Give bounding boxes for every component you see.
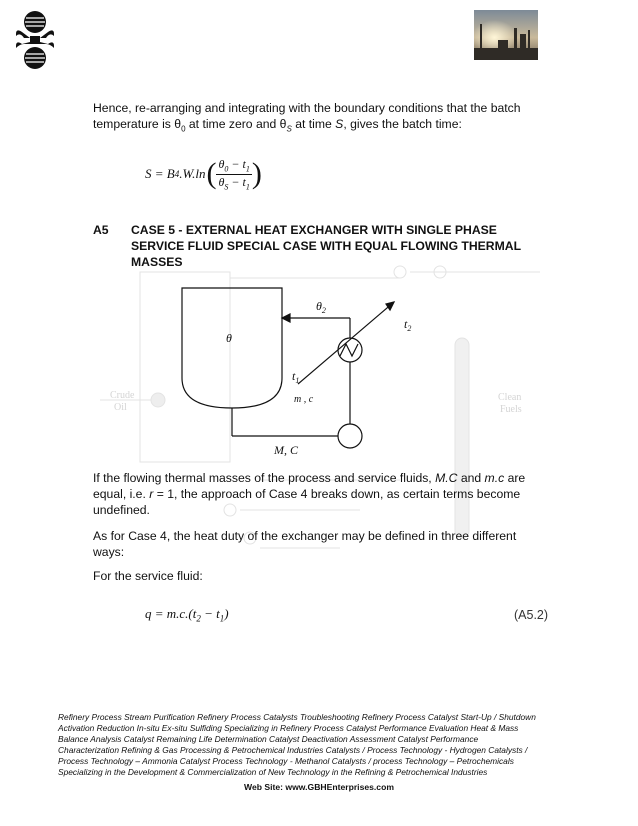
heat-duty-paragraph: As for Case 4, the heat duty of the exchanger may be defined in three different ways: bbox=[93, 529, 517, 559]
intro-line-2: temperature is $\theta_0$ at time zero and $\theta_S$ at time S, gives the batch time: bbox=[93, 117, 462, 134]
watermark-clean: Clean bbox=[498, 392, 522, 403]
watermark-oil: Oil bbox=[114, 402, 127, 413]
heat-exchanger-diagram bbox=[170, 268, 430, 468]
heat-duty-equation: $q = m.c.(t_2 - t_1)$ bbox=[145, 606, 229, 624]
t2-label: $t_2$ bbox=[404, 317, 412, 333]
intro-paragraph bbox=[93, 100, 553, 137]
equal-masses-paragraph: If the flowing thermal masses of the process and service fluids, M.C and m.c are equal, i.e. r = 1, the approach of Case 4 breaks down, as certain terms become undefined. bbox=[93, 471, 526, 517]
batch-time-equation: S = B 4 .W.ln ( $\theta_0 - t_1$ $\theta_S - t_1$ ) bbox=[145, 157, 262, 191]
refinery-photo bbox=[474, 10, 538, 60]
watermark-crude: Crude bbox=[110, 390, 135, 401]
section-number: A5 bbox=[93, 223, 109, 237]
company-logo bbox=[10, 6, 60, 74]
section-title: CASE 5 - EXTERNAL HEAT EXCHANGER WITH SINGLE PHASE SERVICE FLUID SPECIAL CASE WITH EQUAL FLOWING THERMAL MASSES bbox=[131, 223, 522, 269]
service-flow-label: m , c bbox=[294, 394, 314, 405]
t1-label: $t_1$ bbox=[292, 369, 300, 385]
watermark-fuels: Fuels bbox=[500, 404, 522, 415]
process-flow-label: M, C bbox=[274, 443, 298, 457]
vessel-temperature-label: θ bbox=[226, 331, 232, 345]
footer-website: Web Site: www.GBHEnterprises.com bbox=[244, 782, 394, 792]
intro-line-1: Hence, re-arranging and integrating with the boundary conditions that the batch bbox=[93, 101, 521, 115]
theta2-label: $\theta_2$ bbox=[316, 299, 326, 315]
footer-text: Refinery Process Stream Purification Refinery Process Catalysts Troubleshooting Refinery Process Catalyst Start-Up / Shutdown Activation Reduction In-situ Ex-situ Sulfiding Specializing in Refinery Process Catalyst Performance Evaluation Heat & Mass Balance Analysis Catalyst Remaining Life Determination Catalyst Deactivation Assessment Catalyst Performance Characterization Refining & Gas Processing & Petrochemical Industries Catalysts / Process Technology - Hydrogen Catalysts / Process Technology – Ammonia Catalyst Process Technology - Methanol Catalysts / process Technology – Petrochemicals Specializing in the Development & Commercialization of New Technology in the Refining & Petrochemical Industries bbox=[58, 712, 536, 777]
service-fluid-heading: For the service fluid: bbox=[93, 569, 203, 583]
equation-number: (A5.2) bbox=[514, 608, 549, 622]
